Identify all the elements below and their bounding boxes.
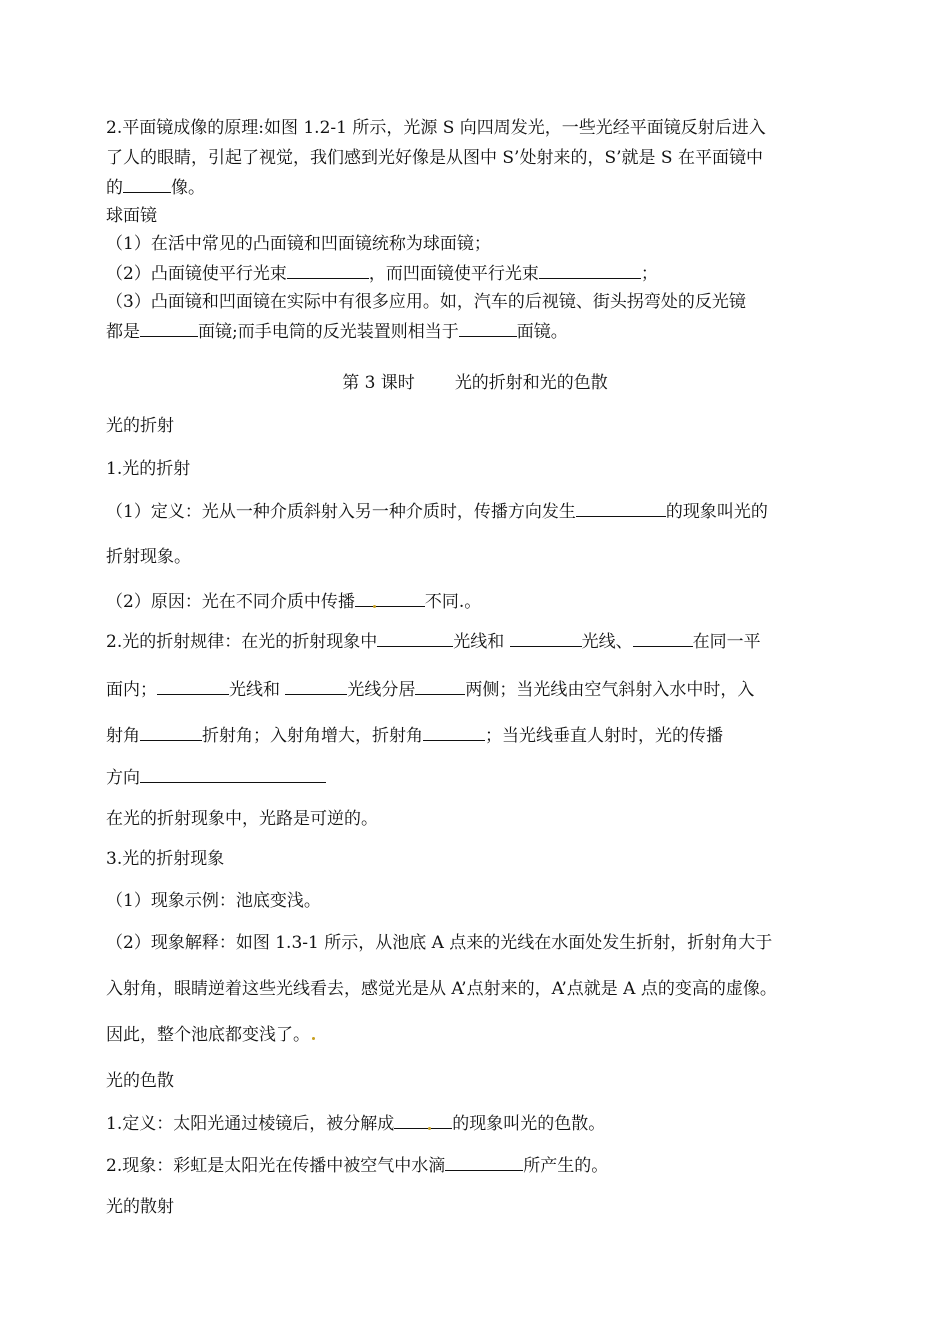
spherical-mirror-heading: 球面镜 xyxy=(106,206,157,226)
answer-blank[interactable] xyxy=(287,262,369,279)
refraction-law-line-3: 射角 折射角；入射角增大，折射角 ；当光线垂直人射时，光的传播 xyxy=(106,726,723,746)
dispersion-heading: 光的色散 xyxy=(106,1071,174,1091)
refraction-explanation-line-2: 入射角，眼睛逆着这些光线看去，感觉光是从 A’点射来的，A’点就是 A 点的变高的虚像。 xyxy=(106,979,777,999)
answer-blank[interactable] xyxy=(510,630,582,647)
answer-blank[interactable] xyxy=(285,678,347,695)
answer-blank[interactable] xyxy=(633,630,693,647)
refraction-reversible: 在光的折射现象中，光路是可逆的。 xyxy=(106,809,378,829)
refraction-law-line-2: 面内； 光线和 光线分居 两侧；当光线由空气斜射入水中时，入 xyxy=(106,680,755,700)
answer-blank[interactable] xyxy=(445,1154,523,1171)
refraction-definition-line-2: 折射现象。 xyxy=(106,547,191,567)
spherical-item-3-line-2: 都是 面镜;而手电筒的反光装置则相当于 面镜。 xyxy=(106,322,568,342)
answer-blank[interactable] xyxy=(394,1112,452,1129)
mirror-principle-line-1: 2.平面镜成像的原理:如图 1.2-1 所示，光源 S 向四周发光，一些光经平面镜反射后进入 xyxy=(106,118,766,138)
refraction-explanation-line-3: 因此，整个池底都变浅了。 xyxy=(106,1024,318,1046)
answer-blank[interactable] xyxy=(576,500,666,517)
refraction-subheading-1: 1.光的折射 xyxy=(106,459,191,479)
refraction-law-line-1: 2.光的折射规律：在光的折射现象中 光线和 光线、 在同一平 xyxy=(106,632,761,652)
dispersion-phenomenon: 2.现象：彩虹是太阳光在传播中被空气中水滴 所产生的。 xyxy=(106,1156,609,1176)
refraction-example-1: （1）现象示例：池底变浅。 xyxy=(106,891,321,911)
answer-blank[interactable] xyxy=(123,176,171,193)
dispersion-definition: 1.定义：太阳光通过棱镜后，被分解成 的现象叫光的色散。 xyxy=(106,1114,606,1134)
answer-blank[interactable] xyxy=(423,724,485,741)
scattering-heading: 光的散射 xyxy=(106,1197,174,1217)
answer-blank[interactable] xyxy=(415,678,465,695)
refraction-law-line-4: 方向 xyxy=(106,766,326,789)
mirror-principle-line-2: 了人的眼睛，引起了视觉，我们感到光好像是从图中 S’处射来的，S’就是 S 在平面镜中 xyxy=(106,148,763,168)
answer-blank[interactable] xyxy=(157,678,229,695)
spherical-item-1: （1）在活中常见的凸面镜和凹面镜统称为球面镜； xyxy=(106,234,491,254)
refraction-explanation-line-1: （2）现象解释：如图 1.3-1 所示，从池底 A 点来的光线在水面处发生折射，折射角大于 xyxy=(106,933,773,953)
answer-blank[interactable] xyxy=(539,262,641,279)
refraction-definition-line-1: （1）定义：光从一种介质斜射入另一种介质时，传播方向发生 的现象叫光的 xyxy=(106,502,768,522)
answer-blank[interactable] xyxy=(459,320,517,337)
answer-blank[interactable] xyxy=(140,724,202,741)
refraction-cause: （2）原因：光在不同介质中传播 不同.。 xyxy=(106,592,482,612)
mirror-principle-line-3: 的 像。 xyxy=(106,178,205,198)
lesson-title: 第 3 课时 光的折射和光的色散 xyxy=(342,373,608,393)
refraction-heading: 光的折射 xyxy=(106,416,174,436)
spherical-item-2: （2）凸面镜使平行光束 ，而凹面镜使平行光束 ； xyxy=(106,264,658,284)
answer-blank[interactable] xyxy=(140,320,198,337)
answer-blank[interactable] xyxy=(377,630,453,647)
spherical-item-3-line-1: （3）凸面镜和凹面镜在实际中有很多应用。如，汽车的后视镜、街头拐弯处的反光镜 xyxy=(106,292,746,312)
answer-blank[interactable] xyxy=(140,766,326,783)
answer-blank[interactable] xyxy=(355,590,425,607)
refraction-subheading-3: 3.光的折射现象 xyxy=(106,849,225,869)
